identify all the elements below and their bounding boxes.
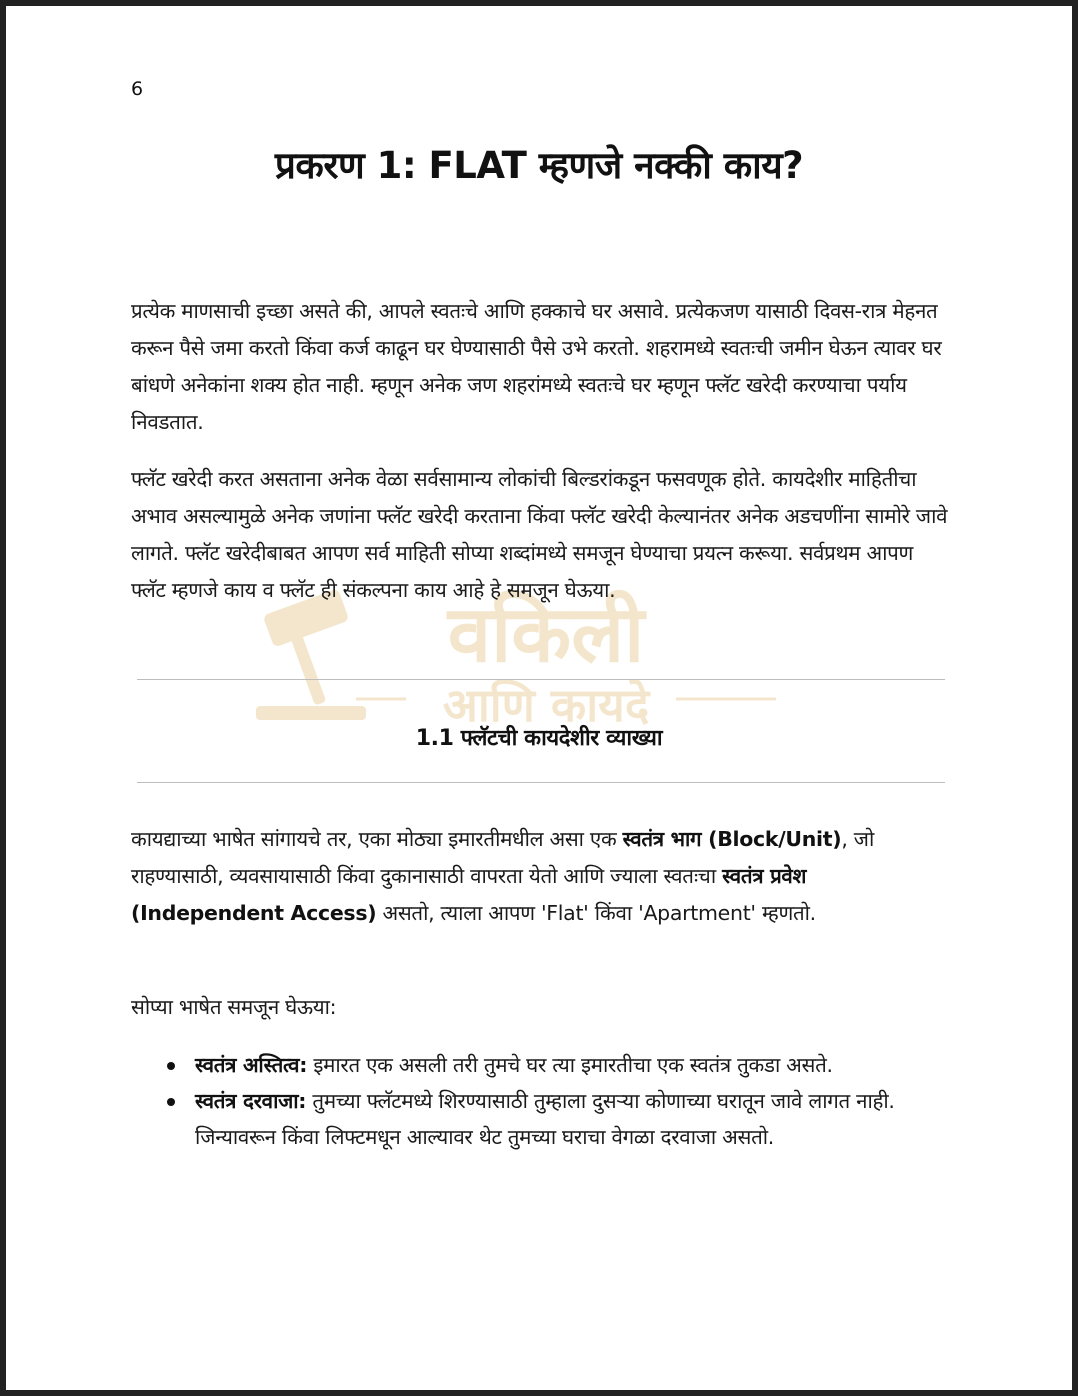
simple-intro: सोप्या भाषेत समजून घेऊया:: [131, 995, 337, 1019]
list-item: [131, 1047, 961, 1083]
bullet-text: तुमच्या फ्लॅटमध्ये शिरण्यासाठी तुम्हाला दुसऱ्या कोणाच्या घरातून जावे लागत नाही. जिन्यावरून किंवा लिफ्टमधून आल्यावर थेट तुमच्या घराचा वेगळा दरवाजा असतो.: [195, 1089, 895, 1149]
bullet-list: [131, 1047, 961, 1155]
list-item: [131, 1083, 961, 1155]
intro-paragraph-1: प्रत्येक माणसाची इच्छा असते की, आपले स्वतःचे आणि हक्काचे घर असावे. प्रत्येकजण यासाठी दिवस-रात्र मेहनत करून पैसे जमा करतो किंवा कर्ज काढून घर घेण्यासाठी पैसे उभे करतो. शहरामध्ये स्वतःची जमीन घेऊन त्यावर घर बांधणे अनेकांना शक्य होत नाही. म्हणून अनेक जण शहरांमध्ये स्वतःचे घर म्हणून फ्लॅट खरेदी करण्याचा पर्याय निवडतात.: [131, 299, 942, 434]
definition-paragraph: [131, 821, 953, 932]
divider-top: [137, 679, 945, 680]
bullet-dot-icon: [167, 1062, 175, 1070]
watermark-line2: आणि कायदे: [442, 678, 650, 732]
bullet-label: स्वतंत्र अस्तित्व:: [195, 1053, 308, 1077]
definition-bold-1: स्वतंत्र भाग (Block/Unit): [622, 827, 842, 851]
document-page: [6, 6, 1072, 1390]
bullet-text: इमारत एक असली तरी तुमचे घर त्या इमारतीचा एक स्वतंत्र तुकडा असते.: [307, 1053, 833, 1077]
bullet-label: स्वतंत्र दरवाजा:: [195, 1089, 307, 1113]
section-heading: 1.1 फ्लॅटची कायदेशीर व्याख्या: [415, 726, 663, 751]
chapter-title: प्रकरण 1: FLAT म्हणजे नक्की काय?: [274, 144, 804, 187]
divider-bottom: [137, 782, 945, 783]
watermark-line1: वकिली: [447, 590, 645, 680]
intro-paragraph-2: फ्लॅट खरेदी करत असताना अनेक वेळा सर्वसामान्य लोकांची बिल्डरांकडून फसवणूक होते. कायदेशीर माहितीचा अभाव असल्यामुळे अनेक जणांना फ्लॅट खरेदी करताना किंवा फ्लॅट खरेदी केल्यानंतर अनेक अडचणींना सामोरे जावे लागते. फ्लॅट खरेदीबाबत आपण सर्व माहिती सोप्या शब्दांमध्ये समजून घेण्याचा प्रयत्न करूया. सर्वप्रथम आपण फ्लॅट म्हणजे काय व फ्लॅट ही संकल्पना काय आहे हे समजून घेऊया.: [131, 467, 948, 602]
definition-text-2: , जो राहण्यासाठी, व्यवसायासाठी किंवा दुकानासाठी वापरता येतो आणि ज्याला स्वतःचा: [131, 827, 874, 888]
definition-text-1: कायद्याच्या भाषेत सांगायचे तर, एका मोठ्या इमारतीमधील असा एक: [131, 827, 623, 851]
page-number: 6: [131, 78, 144, 100]
definition-text-3: असतो, त्याला आपण 'Flat' किंवा 'Apartment' म्हणतो.: [376, 901, 816, 925]
bullet-dot-icon: [167, 1098, 175, 1106]
definition-bold-2: स्वतंत्र प्रवेश (Independent Access): [131, 864, 807, 925]
